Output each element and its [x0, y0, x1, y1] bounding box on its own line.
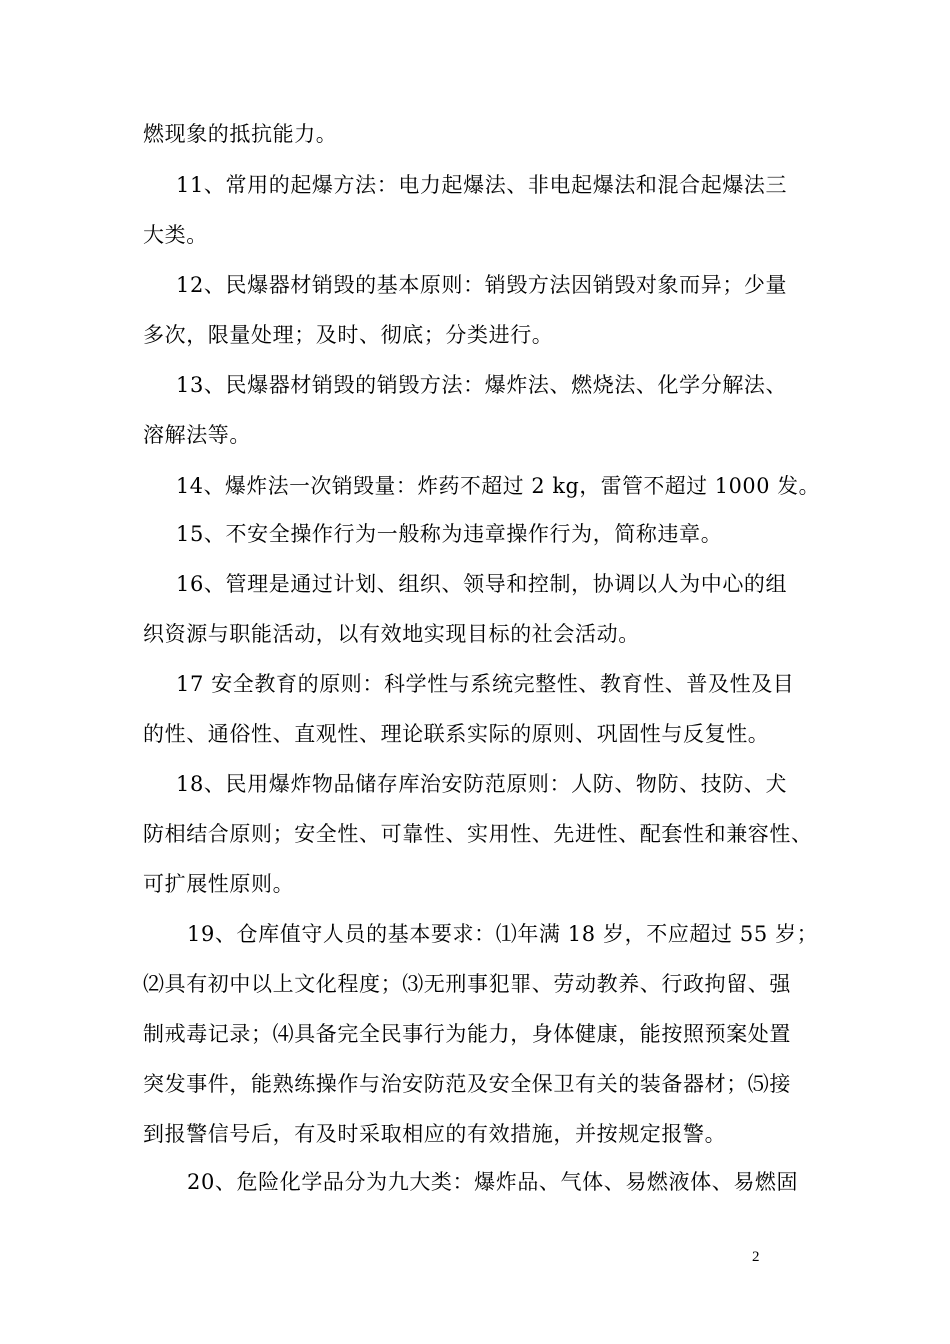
text-line: 到报警信号后，有及时采取相应的有效措施，并按规定报警。	[143, 1122, 727, 1146]
text-line: 溶解法等。	[143, 423, 251, 447]
text-line: 燃现象的抵抗能力。	[143, 122, 338, 146]
text-line: 突发事件，能熟练操作与治安防范及安全保卫有关的装备器材；⑸接	[143, 1072, 791, 1096]
text-line: 18、民用爆炸物品储存库治安防范原则：人防、物防、技防、犬	[176, 772, 788, 796]
text-line: 13、民爆器材销毁的销毁方法：爆炸法、燃烧法、化学分解法、	[176, 373, 788, 397]
text-line: 15、不安全操作行为一般称为违章操作行为，简称违章。	[176, 522, 723, 546]
text-line: 17 安全教育的原则：科学性与系统完整性、教育性、普及性及目	[176, 672, 795, 696]
text-line: 20、危险化学品分为九大类：爆炸品、气体、易燃液体、易燃固	[187, 1170, 799, 1194]
text-line: 16、管理是通过计划、组织、领导和控制，协调以人为中心的组	[176, 572, 788, 596]
text-line: 的性、通俗性、直观性、理论联系实际的原则、巩固性与反复性。	[143, 722, 770, 746]
page-number: 2	[752, 1249, 760, 1265]
text-line: 11、常用的起爆方法：电力起爆法、非电起爆法和混合起爆法三	[176, 173, 788, 197]
text-line: 大类。	[143, 223, 208, 247]
text-line: 织资源与职能活动，以有效地实现目标的社会活动。	[143, 622, 640, 646]
text-line: 制戒毒记录；⑷具备完全民事行为能力，身体健康，能按照预案处置	[143, 1022, 791, 1046]
text-line: 14、爆炸法一次销毁量：炸药不超过 2 kg，雷管不超过 1000 发。	[176, 474, 820, 498]
text-line: 多次，限量处理；及时、彻底；分类进行。	[143, 323, 554, 347]
text-line: 可扩展性原则。	[143, 872, 295, 896]
text-line: ⑵具有初中以上文化程度；⑶无刑事犯罪、劳动教养、行政拘留、强	[143, 972, 791, 996]
text-line: 12、民爆器材销毁的基本原则：销毁方法因销毁对象而异；少量	[176, 273, 788, 297]
text-line: 19、仓库值守人员的基本要求：⑴年满 18 岁，不应超过 55 岁；	[187, 922, 819, 946]
text-line: 防相结合原则；安全性、可靠性、实用性、先进性、配套性和兼容性、	[143, 822, 813, 846]
